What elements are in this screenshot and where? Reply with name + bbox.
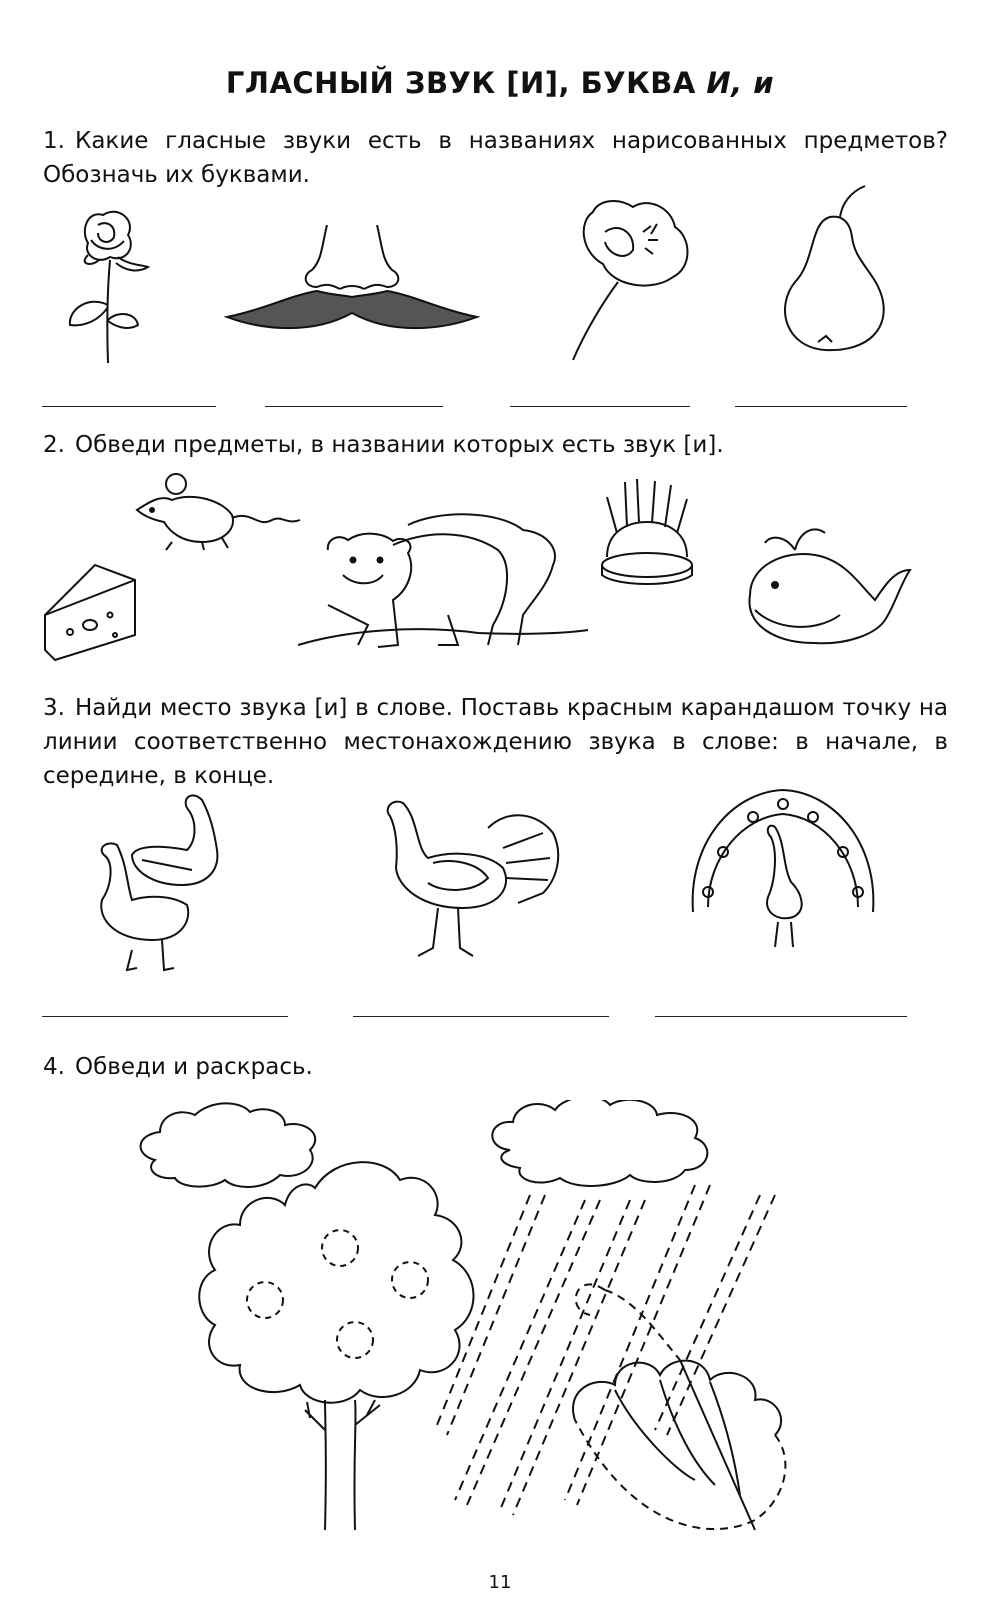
umbrella-icon — [573, 1284, 785, 1530]
title-main: ГЛАСНЫЙ ЗВУК [И], БУКВА — [225, 66, 707, 100]
task-4-text: Обведи и раскрась. — [75, 1054, 313, 1080]
answer-line-2[interactable] — [265, 406, 443, 407]
pin-cushion-icon — [597, 477, 697, 587]
peacock-icon — [683, 782, 883, 952]
task-4-number: 4. — [43, 1054, 65, 1080]
task-3-number: 3. — [43, 695, 65, 721]
turkey-icon — [378, 788, 568, 968]
task-2 — [43, 428, 948, 462]
task-4 — [43, 1050, 948, 1084]
page-title — [0, 66, 1000, 100]
cheese-icon — [40, 560, 140, 665]
pear-icon — [770, 182, 895, 357]
answer-line-4[interactable] — [735, 406, 907, 407]
cloud-right-icon — [492, 1100, 707, 1186]
task-1-text: Какие гласные звуки есть в названиях нарисованных предметов? Обозначь их буквами. — [43, 128, 948, 188]
task-3-text: Найди место звука [и] в слове. Поставь красным карандашом точку на линии соответственно местонахождению звука в слове: в начале, в середине, в конце. — [43, 695, 948, 789]
sound-position-line-1[interactable] — [42, 1016, 288, 1017]
poppy-icon — [563, 192, 703, 362]
sound-position-line-2[interactable] — [353, 1016, 609, 1017]
task-2-number: 2. — [43, 432, 65, 458]
whale-icon — [735, 515, 915, 655]
cloud-left-icon — [141, 1103, 316, 1187]
task-1-number: 1. — [43, 128, 65, 154]
apple-tree-icon — [199, 1162, 473, 1403]
sound-position-line-3[interactable] — [655, 1016, 907, 1017]
title-letter: И, и — [706, 66, 775, 100]
task-3 — [43, 691, 948, 793]
answer-line-1[interactable] — [42, 406, 216, 407]
page-number: 11 — [488, 1572, 512, 1593]
nose-mustache-icon — [222, 225, 482, 345]
mouse-icon — [132, 470, 302, 555]
answer-line-3[interactable] — [510, 406, 690, 407]
bears-icon — [298, 505, 588, 660]
rose-icon — [58, 195, 158, 365]
geese-icon — [92, 790, 232, 980]
task-2-text: Обведи предметы, в названии которых есть звук [и]. — [75, 432, 724, 458]
tracing-scene[interactable] — [135, 1100, 835, 1540]
